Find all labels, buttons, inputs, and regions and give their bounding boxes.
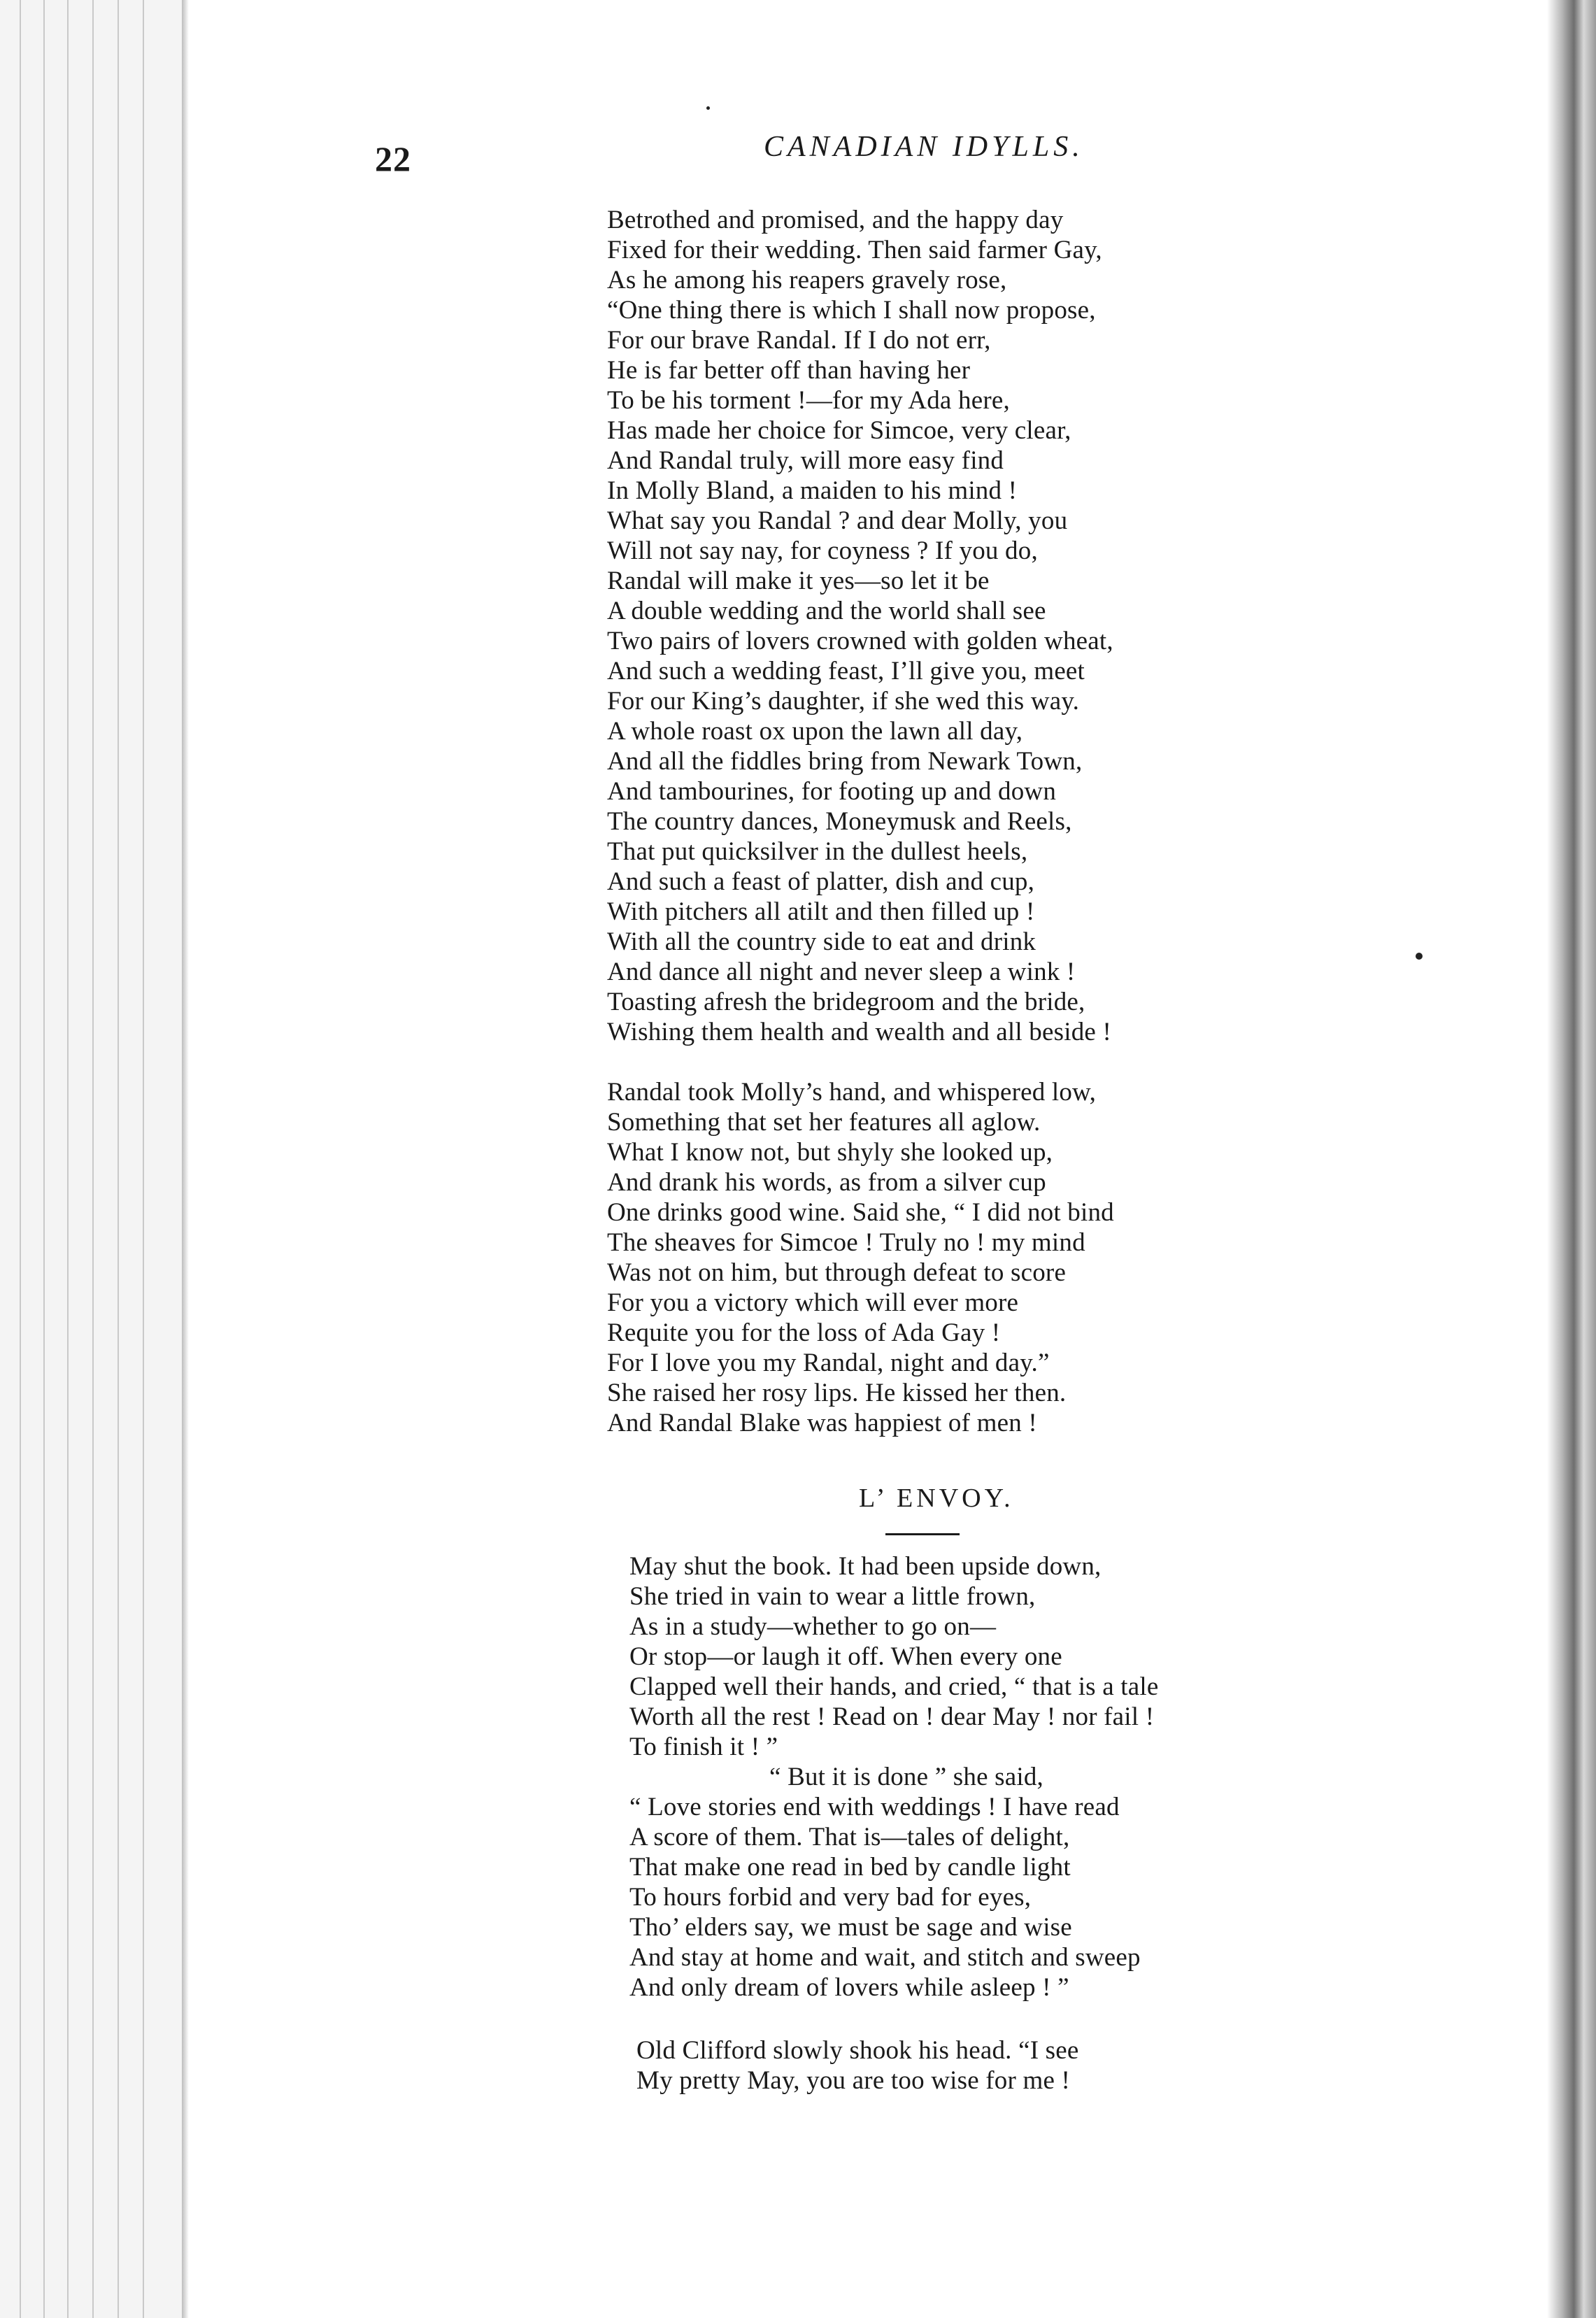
envoy-line: As in a study—whether to go on— (629, 1612, 997, 1641)
poem-line: What I know not, but shyly she looked up, (607, 1138, 1053, 1167)
poem-line: Has made her choice for Simcoe, very clear, (607, 416, 1071, 445)
poem-line: And drank his words, as from a silver cup (607, 1168, 1046, 1197)
poem-line: Was not on him, but through defeat to score (607, 1258, 1067, 1287)
poem-body (607, 205, 1376, 1438)
poem-line: Something that set her features all aglow. (607, 1108, 1041, 1137)
envoy-line: Tho’ elders say, we must be sage and wise (629, 1913, 1072, 1942)
poem-line: Fixed for their wedding. Then said farmer Gay, (607, 236, 1102, 264)
envoy-heading: L’ ENVOY. (859, 1484, 1014, 1513)
page-edge-shadow (182, 0, 189, 2318)
poem-line: For I love you my Randal, night and day.” (607, 1349, 1050, 1377)
poem-line: And Randal Blake was happiest of men ! (607, 1409, 1037, 1437)
poem-line: And all the fiddles bring from Newark Town, (607, 747, 1083, 776)
closing-stanza (636, 2035, 1406, 2096)
envoy-body (629, 1551, 1399, 2003)
envoy-line: Worth all the rest ! Read on ! dear May ! nor fail ! (629, 1702, 1155, 1731)
envoy-line: “ But it is done ” she said, (769, 1763, 1043, 1791)
poem-line: Two pairs of lovers crowned with golden wheat, (607, 627, 1113, 655)
running-head: CANADIAN IDYLLS. (764, 131, 1084, 163)
poem-line: Randal will make it yes—so let it be (607, 567, 990, 595)
poem-line: Requite you for the loss of Ada Gay ! (607, 1318, 1001, 1347)
poem-line: A whole roast ox upon the lawn all day, (607, 717, 1023, 746)
poem-line: Betrothed and promised, and the happy day (607, 206, 1064, 234)
poem-line: And Randal truly, will more easy find (607, 446, 1004, 475)
poem-line: The sheaves for Simcoe ! Truly no ! my mind (607, 1228, 1085, 1257)
poem-line: As he among his reapers gravely rose, (607, 266, 1007, 294)
page-edge-line (20, 0, 21, 2318)
poem-line: For our brave Randal. If I do not err, (607, 326, 991, 355)
poem-line: One drinks good wine. Said she, “ I did not bind (607, 1198, 1114, 1227)
poem-line: And dance all night and never sleep a wink ! (607, 958, 1076, 986)
stanza-break (607, 1047, 1376, 1077)
envoy-line: To finish it ! ” (629, 1733, 778, 1761)
envoy-line: And only dream of lovers while asleep ! ” (629, 1973, 1069, 2002)
poem-line: Will not say nay, for coyness ? If you do, (607, 536, 1038, 565)
poem-line: And tambourines, for footing up and down (607, 777, 1057, 806)
poem-line: And such a wedding feast, I’ll give you, meet (607, 657, 1085, 685)
page-edge-line (117, 0, 119, 2318)
page-edge-line (92, 0, 94, 2318)
envoy-line: Or stop—or laugh it off. When every one (629, 1642, 1062, 1671)
envoy-line: “ Love stories end with weddings ! I have read (629, 1793, 1120, 1821)
page-edge-line (143, 0, 144, 2318)
page-edge-line (43, 0, 45, 2318)
poem-line: Wishing them health and wealth and all beside ! (607, 1018, 1111, 1046)
poem-line: That put quicksilver in the dullest heels, (607, 837, 1028, 866)
heading-rule (885, 1533, 960, 1535)
poem-line: For you a victory which will ever more (607, 1288, 1019, 1317)
envoy-line: A score of them. That is—tales of delight, (629, 1823, 1070, 1851)
ink-speck (1416, 953, 1423, 960)
poem-line: With pitchers all atilt and then filled up ! (607, 897, 1035, 926)
poem-line: The country dances, Moneymusk and Reels, (607, 807, 1072, 836)
envoy-line: And stay at home and wait, and stitch and sweep (629, 1943, 1141, 1972)
book-binding (1547, 0, 1596, 2318)
poem-line: In Molly Bland, a maiden to his mind ! (607, 476, 1018, 505)
page-number: 22 (375, 139, 411, 178)
envoy-line: She tried in vain to wear a little frown, (629, 1582, 1036, 1611)
poem-line: Toasting afresh the bridegroom and the bride, (607, 988, 1085, 1016)
envoy-line: That make one read in bed by candle light (629, 1853, 1071, 1882)
poem-line: And such a feast of platter, dish and cup, (607, 867, 1035, 896)
ink-speck (706, 106, 710, 110)
poem-line: A double wedding and the world shall see (607, 597, 1046, 625)
envoy-line: To hours forbid and very bad for eyes, (629, 1883, 1032, 1912)
envoy-line: May shut the book. It had been upside down, (629, 1552, 1102, 1581)
closing-line: Old Clifford slowly shook his head. “I see (636, 2036, 1079, 2065)
poem-line: Randal took Molly’s hand, and whispered low, (607, 1078, 1097, 1107)
envoy-line: Clapped well their hands, and cried, “ that is a tale (629, 1672, 1159, 1701)
poem-line: What say you Randal ? and dear Molly, you (607, 506, 1068, 535)
closing-line: My pretty May, you are too wise for me ! (636, 2066, 1071, 2095)
poem-line: He is far better off than having her (607, 356, 971, 385)
poem-line: “One thing there is which I shall now propose, (607, 296, 1096, 325)
poem-line: For our King’s daughter, if she wed this way. (607, 687, 1080, 716)
page-edges (0, 0, 189, 2318)
poem-line: She raised her rosy lips. He kissed her then. (607, 1379, 1067, 1407)
poem-line: With all the country side to eat and drink (607, 927, 1036, 956)
poem-line: To be his torment !—for my Ada here, (607, 386, 1010, 415)
page-edge-line (67, 0, 69, 2318)
